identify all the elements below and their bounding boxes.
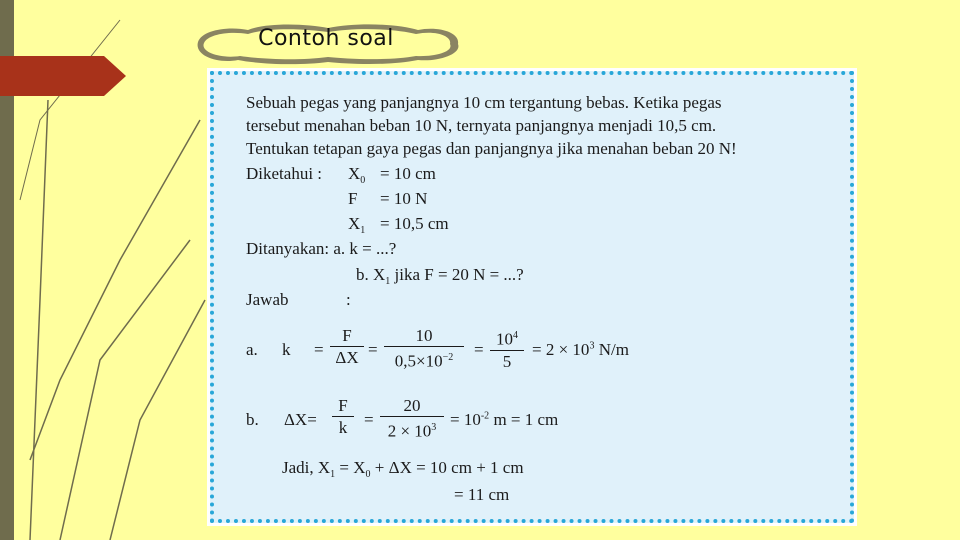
part-b-f2-den: 2 × 10 [387, 421, 432, 441]
part-a-f2-den: 0,5×10 [394, 351, 443, 371]
part-a-f3-num-wrap [490, 326, 524, 351]
part-b-result-rest: m = 1 cm [489, 410, 559, 429]
part-b-f1-num: F [332, 396, 354, 417]
slide-title: Contoh soal [258, 26, 394, 51]
part-b-eq2: = [364, 410, 374, 429]
part-b-prefix: b. [246, 410, 259, 429]
part-a-prefix: a. [246, 340, 258, 359]
part-a-f3-den: 5 [502, 351, 512, 371]
conclusion-prefix: Jadi, X [282, 458, 331, 477]
part-a-result-unit: N/m [594, 340, 629, 359]
part-a-eq1: = [314, 340, 324, 359]
part-a-eq2: = [368, 340, 378, 359]
given-x1 [348, 214, 365, 234]
given-f-var: F [348, 189, 358, 208]
part-b-fraction-2 [380, 396, 444, 443]
given-x0 [348, 164, 365, 184]
given-x0-value: = 10 cm [380, 164, 436, 183]
part-b-f1-den: k [338, 418, 348, 437]
part-a-k: k [282, 340, 291, 359]
asked-b [356, 265, 524, 285]
part-a-f2-den-wrap [384, 347, 464, 373]
part-b-fraction-1 [332, 396, 354, 439]
part-a-result-main: = 2 × 10 [532, 340, 590, 359]
part-a-eq3: = [474, 340, 484, 359]
conclusion-sub0: 0 [365, 469, 371, 480]
part-a-result-exp: 3 [589, 340, 595, 352]
asked-label: Ditanyakan: a. k = ...? [246, 239, 397, 258]
conclusion-mid: = X [335, 458, 366, 477]
part-a-fraction-2 [384, 326, 464, 373]
given-f-value: = 10 N [380, 189, 428, 208]
problem-line-1: Sebuah pegas yang panjangnya 10 cm tergantung bebas. Ketika pegas [246, 93, 722, 112]
part-a-f2-num: 10 [384, 326, 464, 347]
part-a-f1-num: F [330, 326, 364, 347]
conclusion-line-1 [282, 458, 524, 478]
part-a-f1-den: ΔX [335, 348, 359, 367]
problem-line-2: tersebut menahan beban 10 N, ternyata panjangnya menjadi 10,5 cm. [246, 116, 717, 135]
part-a-f3-num: 10 [496, 329, 513, 349]
problem-line-3: Tentukan tetapan gaya pegas dan panjangnya jika menahan beban 20 N! [246, 139, 737, 158]
conclusion-sub1: 1 [330, 469, 336, 480]
conclusion-plus: + ΔX = 10 cm + 1 cm [370, 458, 524, 477]
given-x1-value: = 10,5 cm [380, 214, 449, 233]
part-b-f2-den-wrap [380, 417, 444, 443]
given-label: Diketahui : [246, 164, 323, 183]
part-b-result [450, 410, 558, 430]
part-b-f2-den-exp: 3 [431, 422, 437, 433]
given-x1-sub: 1 [360, 225, 366, 236]
part-b-dx: ΔX= [284, 410, 317, 429]
red-accent-tab [0, 56, 126, 96]
asked-b-prefix: b. X [356, 265, 386, 284]
given-x0-sub: 0 [360, 175, 366, 186]
part-b-result-exp: -2 [480, 410, 490, 422]
asked-b-sub: 1 [385, 276, 391, 287]
part-b-result-main: = 10 [450, 410, 481, 429]
part-a-fraction-3 [490, 326, 524, 373]
part-a-f2-den-exp: −2 [442, 352, 454, 363]
conclusion-line-2: = 11 cm [454, 485, 510, 504]
given-x0-var: X [348, 164, 361, 183]
answer-colon: : [346, 290, 351, 309]
part-a-fraction-1 [330, 326, 364, 369]
asked-b-rest: jika F = 20 N = ...? [390, 265, 524, 284]
given-x1-var: X [348, 214, 361, 233]
answer-label: Jawab [246, 290, 289, 309]
part-a-f3-num-exp: 4 [513, 330, 518, 341]
part-b-f2-num: 20 [380, 396, 444, 417]
part-a-result [532, 340, 629, 360]
